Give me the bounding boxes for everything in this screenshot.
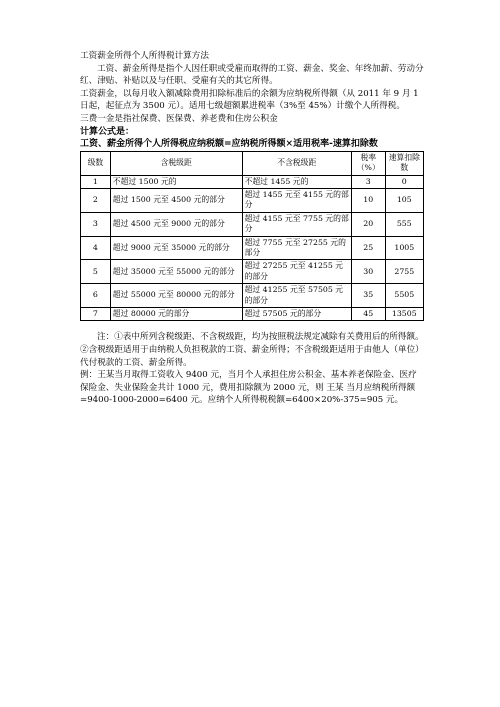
formula-line: 工资、薪金所得个人所得税应纳税额=应纳税所得额×适用税率-速算扣除数 — [80, 139, 378, 150]
cell-taxable-bracket: 超过 80000 元的部分 — [110, 308, 242, 321]
cell-nontaxable-bracket: 不超过 1455 元的 — [242, 175, 351, 188]
cell-tax-rate: 25 — [351, 236, 385, 260]
cell-quick-deduction: 105 — [385, 188, 423, 212]
cell-nontaxable-bracket: 超过 7755 元至 27255 元的部分 — [242, 236, 351, 260]
cell-quick-deduction: 0 — [385, 175, 423, 188]
cell-level: 4 — [81, 236, 111, 260]
cell-quick-deduction: 5505 — [385, 284, 423, 308]
cell-taxable-bracket: 超过 9000 元至 35000 元的部分 — [110, 236, 242, 260]
document-page — [80, 46, 425, 407]
cell-level: 2 — [81, 188, 111, 212]
cell-quick-deduction: 2755 — [385, 260, 423, 284]
formula-label: 计算公式是： — [80, 126, 135, 137]
cell-tax-rate: 45 — [351, 308, 385, 321]
cell-taxable-bracket: 超过 35000 元至 55000 元的部分 — [110, 260, 242, 284]
cell-taxable-bracket: 超过 1500 元至 4500 元的部分 — [110, 188, 242, 212]
cell-tax-rate: 10 — [351, 188, 385, 212]
table-row — [81, 260, 424, 284]
table-row — [81, 236, 424, 260]
table-header-row — [81, 151, 424, 175]
header-nontaxable-bracket: 不含税级距 — [242, 151, 351, 175]
cell-nontaxable-bracket: 超过 1455 元至 4155 元的部分 — [242, 188, 351, 212]
cell-nontaxable-bracket: 超过 57505 元的部分 — [242, 308, 351, 321]
three-fees-paragraph: 三费一金是指社保费、医保费、养老费和住房公积金 — [80, 113, 278, 124]
header-level: 级数 — [81, 151, 111, 175]
example-paragraph: 例：王某当月取得工资收入 9400 元，当月个人承担住房公积金、基本养老保险金、医疗保险金、失业保险金共计 1000 元，费用扣除额为 2000 元，则 王某 当月应纳税所得额=9400-1000-2000=6400 元。应纳个人所得税税额=6400×20%-375=905 元。 — [80, 370, 417, 406]
header-quick-deduction: 速算扣除数 — [385, 151, 423, 175]
cell-level: 1 — [81, 175, 111, 188]
cell-quick-deduction: 1005 — [385, 236, 423, 260]
cell-taxable-bracket: 超过 4500 元至 9000 元的部分 — [110, 212, 242, 236]
notes-paragraph: 注：①表中所列含税级距、不含税级距，均为按照税法规定减除有关费用后的所得额。②含税级距适用于由纳税人负担税款的工资、薪金所得；不含税级距适用于由他人（单位）代付税款的工资、薪金所得。 — [80, 332, 424, 368]
cell-tax-rate: 30 — [351, 260, 385, 284]
rule-paragraph: 工资薪金，以每月收入额减除费用扣除标准后的余额为应纳税所得额（从 2011 年 9 月 1 日起，起征点为 3500 元）。适用七级超额累进税率（3%至 45%）计缴个人所得税。 — [80, 88, 419, 112]
cell-level: 5 — [81, 260, 111, 284]
tax-rate-table — [80, 151, 424, 322]
definition-paragraph: 工资、薪金所得是指个人因任职或受雇而取得的工资、薪金、奖金、年终加薪、劳动分红、津贴、补贴以及与任职、受雇有关的其它所得。 — [80, 63, 424, 87]
header-taxable-bracket: 含税级距 — [110, 151, 242, 175]
cell-taxable-bracket: 超过 55000 元至 80000 元的部分 — [110, 284, 242, 308]
table-row — [81, 175, 424, 188]
table-row — [81, 308, 424, 321]
table-row — [81, 188, 424, 212]
cell-nontaxable-bracket: 超过 27255 元至 41255 元的部分 — [242, 260, 351, 284]
cell-taxable-bracket: 不超过 1500 元的 — [110, 175, 242, 188]
cell-nontaxable-bracket: 超过 41255 元至 57505 元的部分 — [242, 284, 351, 308]
cell-quick-deduction: 555 — [385, 212, 423, 236]
cell-level: 6 — [81, 284, 111, 308]
table-row — [81, 284, 424, 308]
table-row — [81, 212, 424, 236]
cell-tax-rate: 3 — [351, 175, 385, 188]
cell-tax-rate: 20 — [351, 212, 385, 236]
cell-level: 7 — [81, 308, 111, 321]
document-title: 工资薪金所得个人所得税计算方法 — [80, 51, 209, 61]
cell-quick-deduction: 13505 — [385, 308, 423, 321]
header-tax-rate: 税率（%） — [351, 151, 385, 175]
cell-nontaxable-bracket: 超过 4155 元至 7755 元的部分 — [242, 212, 351, 236]
cell-tax-rate: 35 — [351, 284, 385, 308]
cell-level: 3 — [81, 212, 111, 236]
